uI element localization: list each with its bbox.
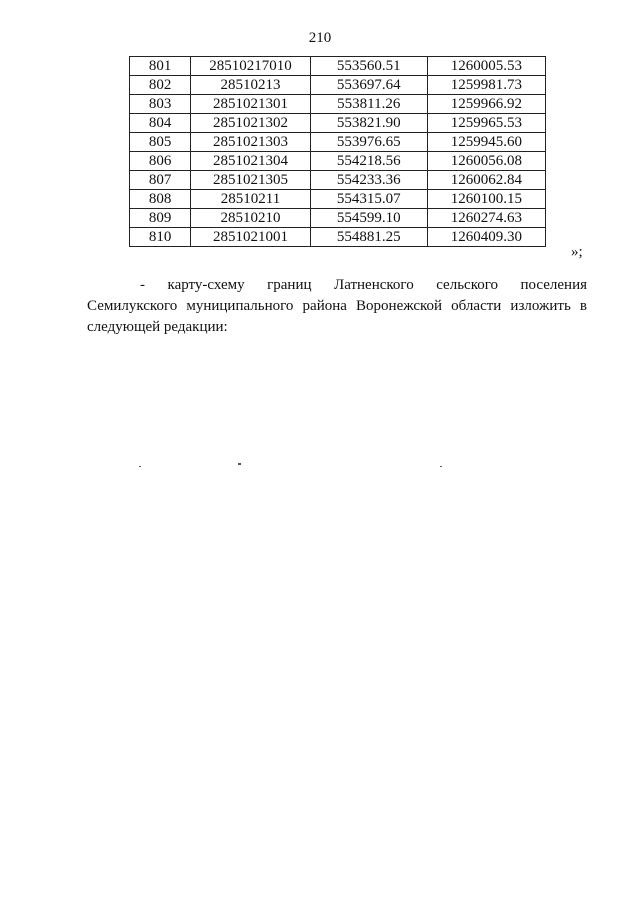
cadastral-number-cell: 28510217010	[191, 57, 310, 76]
coordinates-table	[129, 56, 546, 247]
point-number-cell: 803	[130, 95, 191, 114]
x-coordinate-cell: 553697.64	[310, 76, 427, 95]
x-coordinate-cell: 554315.07	[310, 190, 427, 209]
cadastral-number-cell: 2851021303	[191, 133, 310, 152]
y-coordinate-cell: 1259965.53	[427, 114, 545, 133]
point-number-cell: 804	[130, 114, 191, 133]
table-row	[130, 190, 546, 209]
y-coordinate-cell: 1260005.53	[427, 57, 545, 76]
y-coordinate-cell: 1260274.63	[427, 209, 545, 228]
y-coordinate-cell: 1259981.73	[427, 76, 545, 95]
coordinates-table-body	[130, 57, 546, 247]
table-row	[130, 133, 546, 152]
scan-speck	[139, 466, 141, 467]
scan-speck	[440, 466, 442, 467]
point-number-cell: 808	[130, 190, 191, 209]
x-coordinate-cell: 554218.56	[310, 152, 427, 171]
y-coordinate-cell: 1260062.84	[427, 171, 545, 190]
table-row	[130, 228, 546, 247]
cadastral-number-cell: 2851021305	[191, 171, 310, 190]
cadastral-number-cell: 28510213	[191, 76, 310, 95]
table-row	[130, 95, 546, 114]
y-coordinate-cell: 1259966.92	[427, 95, 545, 114]
body-paragraph: - карту-схему границ Латненского сельского поселения Семилукского муниципального района Воронежской области изложить в следующей редакции:	[87, 277, 587, 335]
cadastral-number-cell: 2851021001	[191, 228, 310, 247]
point-number-cell: 802	[130, 76, 191, 95]
point-number-cell: 809	[130, 209, 191, 228]
y-coordinate-cell: 1260100.15	[427, 190, 545, 209]
x-coordinate-cell: 553976.65	[310, 133, 427, 152]
x-coordinate-cell: 553560.51	[310, 57, 427, 76]
y-coordinate-cell: 1260056.08	[427, 152, 545, 171]
point-number-cell: 806	[130, 152, 191, 171]
table-row	[130, 114, 546, 133]
table-row	[130, 57, 546, 76]
cadastral-number-cell: 2851021302	[191, 114, 310, 133]
x-coordinate-cell: 554881.25	[310, 228, 427, 247]
x-coordinate-cell: 554599.10	[310, 209, 427, 228]
cadastral-number-cell: 28510211	[191, 190, 310, 209]
point-number-cell: 801	[130, 57, 191, 76]
page-number: 210	[308, 30, 332, 46]
cadastral-number-cell: 2851021304	[191, 152, 310, 171]
x-coordinate-cell: 553821.90	[310, 114, 427, 133]
table-row	[130, 209, 546, 228]
y-coordinate-cell: 1260409.30	[427, 228, 545, 247]
cadastral-number-cell: 28510210	[191, 209, 310, 228]
point-number-cell: 805	[130, 133, 191, 152]
x-coordinate-cell: 554233.36	[310, 171, 427, 190]
scan-speck	[238, 463, 241, 465]
closing-quote: »;	[571, 244, 583, 260]
point-number-cell: 807	[130, 171, 191, 190]
cadastral-number-cell: 2851021301	[191, 95, 310, 114]
table-row	[130, 171, 546, 190]
x-coordinate-cell: 553811.26	[310, 95, 427, 114]
y-coordinate-cell: 1259945.60	[427, 133, 545, 152]
table-row	[130, 76, 546, 95]
table-row	[130, 152, 546, 171]
point-number-cell: 810	[130, 228, 191, 247]
